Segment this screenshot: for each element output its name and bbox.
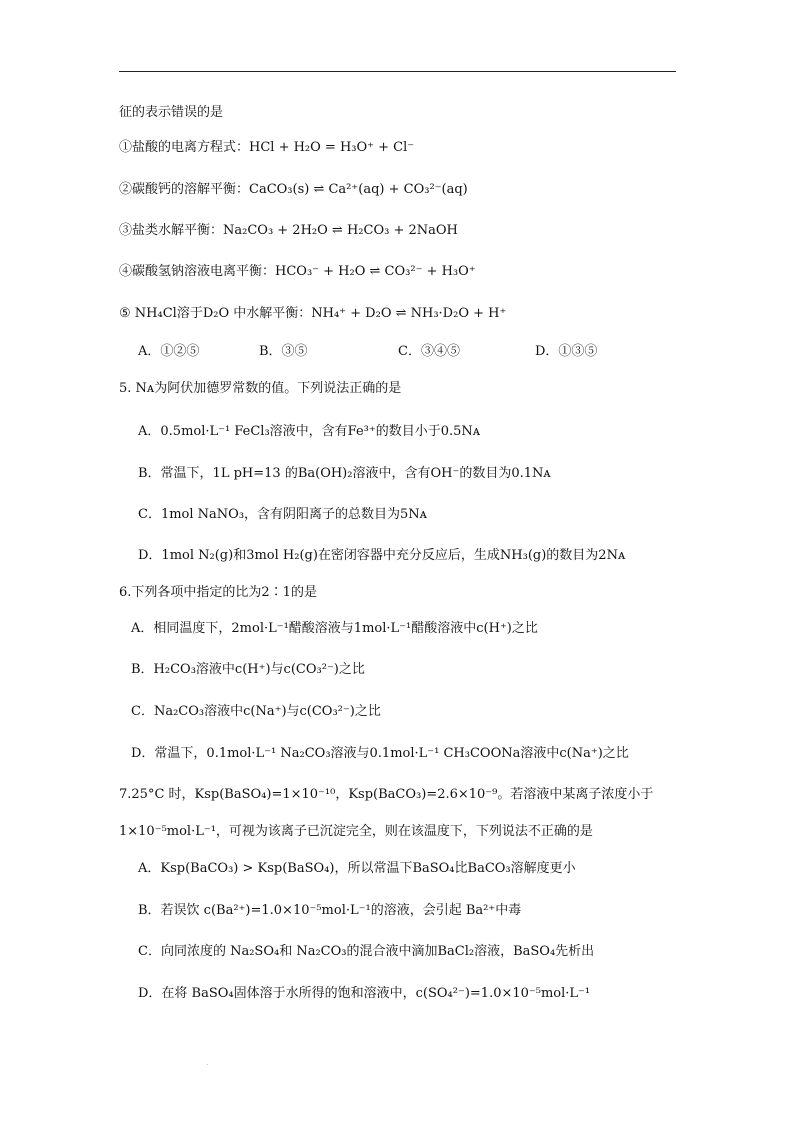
q7-stem-line1: 7.25°C 时，Ksp(BaSO₄)=1×10⁻¹⁰，Ksp(BaCO₃)=2.6×10⁻⁹。若溶液中某离子浓度小于: [119, 787, 654, 802]
q6-option-b: B．H₂CO₃溶液中c(H⁺)与c(CO₃²⁻)之比: [131, 662, 365, 677]
q6-option-d: D．常温下，0.1mol·L⁻¹ Na₂CO₃溶液与0.1mol·L⁻¹ CH₃COONa溶液中c(Na⁺)之比: [131, 746, 629, 761]
q4-option-c: C．③④⑤: [398, 344, 460, 359]
q4-option-a: A．①②⑤: [138, 344, 200, 359]
q4-item-2: ②碳酸钙的溶解平衡：CaCO₃(s) ⇌ Ca²⁺(aq) + CO₃²⁻(aq): [119, 182, 468, 197]
q6-option-a: A．相同温度下，2mol·L⁻¹醋酸溶液与1mol·L⁻¹醋酸溶液中c(H⁺)之比: [131, 621, 538, 636]
q4-item-3: ③盐类水解平衡：Na₂CO₃ + 2H₂O ⇌ H₂CO₃ + 2NaOH: [119, 223, 458, 238]
q7-option-d: D．在将 BaSO₄固体溶于水所得的饱和溶液中，c(SO₄²⁻)=1.0×10⁻⁵mol·L⁻¹: [138, 986, 591, 1001]
q5-option-c: C．1mol NaNO₃，含有阴阳离子的总数目为5Nᴀ: [138, 507, 428, 522]
q5-option-a: A．0.5mol·L⁻¹ FeCl₃溶液中，含有Fe³⁺的数目小于0.5Nᴀ: [138, 424, 481, 439]
q5-option-d: D．1mol N₂(g)和3mol H₂(g)在密闭容器中充分反应后，生成NH₃(g)的数目为2Nᴀ: [138, 548, 626, 563]
q7-option-a: A．Ksp(BaCO₃) > Ksp(BaSO₄)，所以常温下BaSO₄比BaCO₃溶解度更小: [138, 861, 576, 876]
q7-stem-line2: 1×10⁻⁵mol·L⁻¹，可视为该离子已沉淀完全，则在该温度下，下列说法不正确的是: [119, 824, 593, 839]
q5-option-b: B．常温下，1L pH=13 的Ba(OH)₂溶液中，含有OH⁻的数目为0.1Nᴀ: [138, 466, 551, 481]
q6-option-c: C．Na₂CO₃溶液中c(Na⁺)与c(CO₃²⁻)之比: [131, 704, 381, 719]
header-rule: [119, 71, 676, 72]
q7-option-c: C．向同浓度的 Na₂SO₄和 Na₂CO₃的混合液中滴加BaCl₂溶液，BaSO₄先析出: [138, 944, 595, 959]
q5-stem: 5. Nᴀ为阿伏加德罗常数的值。下列说法正确的是: [119, 381, 402, 396]
q7-option-b: B．若误饮 c(Ba²⁺)=1.0×10⁻⁵mol·L⁻¹的溶液，会引起 Ba²⁺中毒: [138, 903, 522, 918]
q4-option-b: B．③⑤: [259, 344, 308, 359]
q4-item-1: ①盐酸的电离方程式：HCl + H₂O = H₃O⁺ + Cl⁻: [119, 140, 415, 155]
question-intro: 征的表示错误的是: [119, 105, 224, 120]
footer-mark: .: [206, 1058, 209, 1067]
q4-option-d: D．①③⑤: [535, 344, 598, 359]
q4-item-5: ⑤ NH₄Cl溶于D₂O 中水解平衡：NH₄⁺ + D₂O ⇌ NH₃·D₂O + H⁺: [119, 306, 507, 321]
q4-item-4: ④碳酸氢钠溶液电离平衡：HCO₃⁻ + H₂O ⇌ CO₃²⁻ + H₃O⁺: [119, 264, 476, 279]
q6-stem: 6.下列各项中指定的比为2∶1的是: [119, 585, 317, 600]
